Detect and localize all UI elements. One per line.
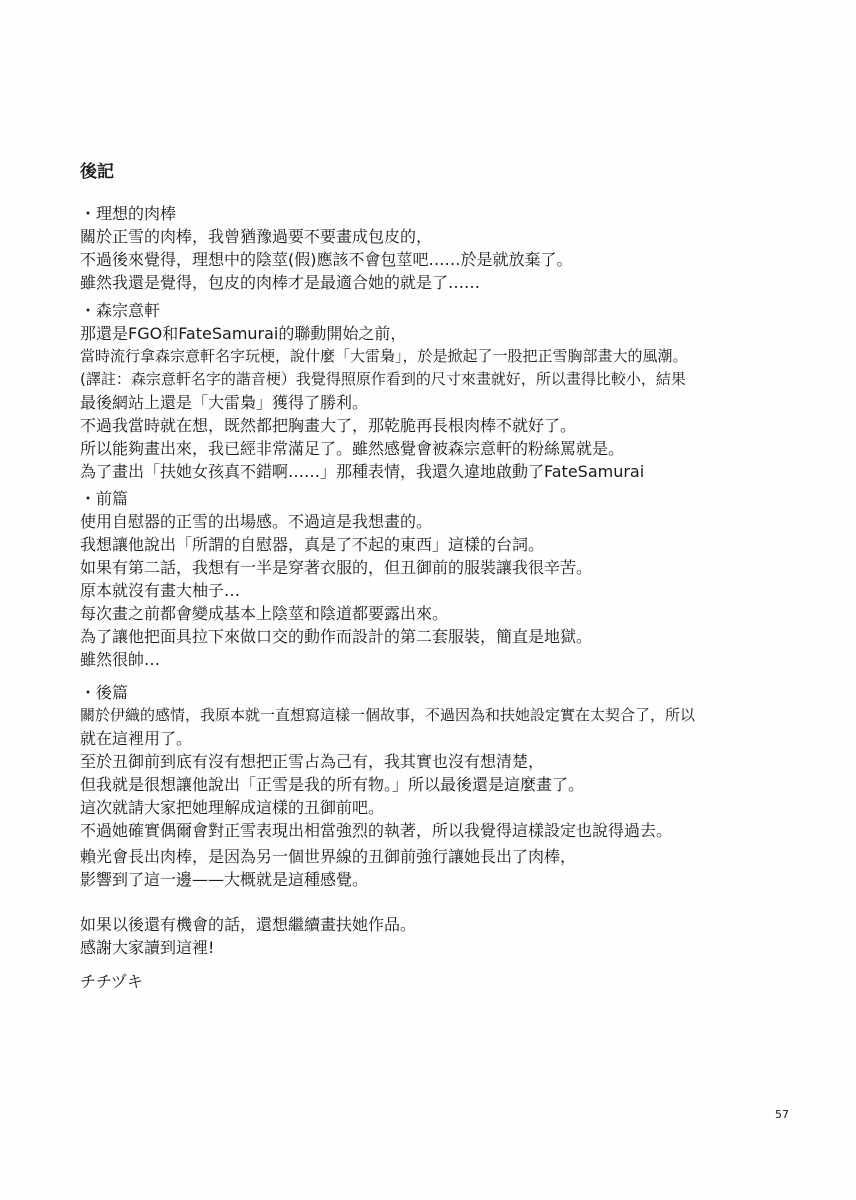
text-line: 所以能夠畫出來，我已經非常滿足了。雖然感覺會被森宗意軒的粉絲罵就是。 (80, 439, 625, 458)
section-body (80, 322, 688, 483)
text-line: 不過她確實偶爾會對正雪表現出相當強烈的執著，所以我覺得這樣設定也說得過去。 (80, 821, 673, 840)
text-line: 賴光會長出肉棒，是因為另一個世界線的丑御前強行讓她長出了肉棒， (80, 847, 577, 866)
page-number: 57 (775, 1108, 789, 1121)
section-heading: ・後篇 (80, 683, 129, 702)
text-line: (譯註：森宗意軒名字的諧音梗）我覺得照原作看到的尺寸來畫就好，所以畫得比較小，結果 (80, 370, 686, 388)
text-line: 雖然我還是覺得，包皮的肉棒才是最適合她的就是了…… (80, 273, 481, 292)
section-heading: ・森宗意軒 (80, 301, 161, 320)
text-line: 為了讓他把面具拉下來做口交的動作而設計的第二套服裝，簡直是地獄。 (80, 627, 593, 646)
section-part-one (80, 488, 592, 671)
section-body (80, 704, 695, 842)
text-line: 使用自慰器的正雪的出場感。不過這是我想畫的。 (80, 512, 433, 531)
text-line: 我想讓他說出「所謂的自慰器，真是了不起的東西」這樣的台詞。 (80, 535, 545, 554)
paragraph-raikou (80, 845, 576, 891)
afterword-title: 後記 (80, 162, 114, 182)
text-line: 當時流行拿森宗意軒名字玩梗，說什麼「大雷梟」，於是掀起了一股把正雪胸部畫大的風潮。 (80, 347, 688, 365)
section-heading: ・理想的肉棒 (80, 204, 177, 223)
section-body (80, 510, 592, 671)
text-line: 關於正雪的肉棒，我曾猶豫過要不要畫成包皮的， (80, 227, 433, 246)
text-line: 就在這裡用了。 (80, 729, 193, 748)
text-line: 影響到了這一邊——大概就是這種感覺。 (80, 870, 369, 889)
text-line: 不過我當時就在想，既然都把胸畫大了，那乾脆再長根肉棒不就好了。 (80, 416, 577, 435)
text-line: 不過後來覺得，理想中的陰莖(假)應該不會包莖吧……於是就放棄了。 (80, 250, 573, 269)
text-line: 感謝大家讀到這裡! (80, 938, 215, 957)
text-line: 雖然很帥… (80, 650, 161, 669)
text-line: 那還是FGO和FateSamurai的聯動開始之前， (80, 324, 407, 343)
section-heading: ・前篇 (80, 489, 129, 508)
section-ideal-penis (80, 203, 573, 294)
section-part-two (80, 682, 695, 842)
author-signature: チチヅキ (80, 972, 144, 991)
text-line: 如果以後還有機會的話，還想繼續畫扶她作品。 (80, 915, 417, 934)
text-line: 每次畫之前都會變成基本上陰莖和陰道都要露出來。 (80, 604, 449, 623)
text-line: 關於伊織的感情，我原本就一直想寫這樣一個故事，不過因為和扶她設定實在太契合了，所以 (80, 706, 696, 724)
text-line: 這次就請大家把她理解成這樣的丑御前吧。 (80, 798, 385, 817)
closing-paragraph (80, 913, 416, 959)
section-mori-soiken (80, 300, 688, 483)
text-line: 為了畫出「扶她女孩真不錯啊……」那種表情，我還久違地啟動了FateSamurai (80, 462, 645, 481)
text-line: 如果有第二話，我想有一半是穿著衣服的，但丑御前的服裝讓我很辛苦。 (80, 558, 593, 577)
text-line: 但我就是很想讓他說出「正雪是我的所有物。」所以最後還是這麼畫了。 (80, 775, 585, 794)
section-body (80, 225, 573, 294)
text-line: 最後網站上還是「大雷梟」獲得了勝利。 (80, 393, 369, 412)
text-line: 原本就沒有畫大柚子… (80, 581, 241, 600)
text-line: 至於丑御前到底有沒有想把正雪占為己有，我其實也沒有想清楚， (80, 752, 545, 771)
